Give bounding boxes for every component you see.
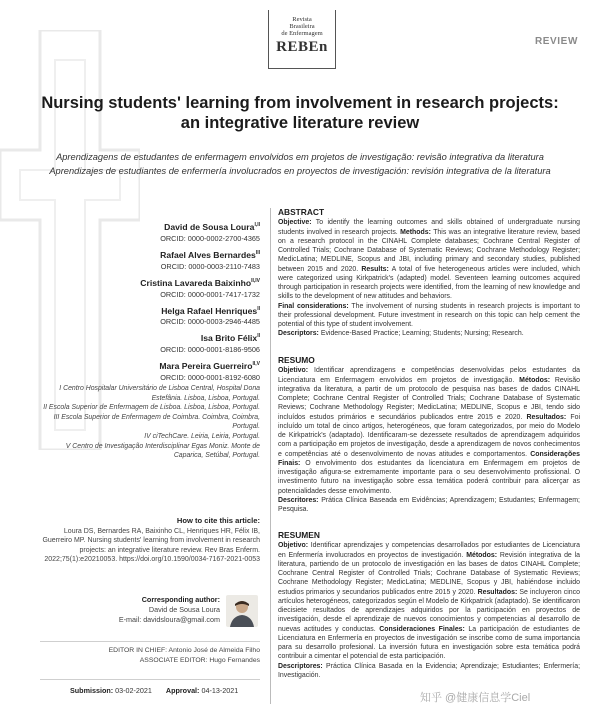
- author-entry: [40, 247, 260, 272]
- author-entry: [40, 358, 260, 383]
- author-name: Helga Rafael Henriques: [161, 305, 258, 316]
- corresponding-name: David de Sousa Loura: [148, 605, 220, 614]
- title-portuguese: Aprendizagens de estudantes de enfermagem envolvidos em projetos de investigação: revisão integrativa da literatura: [56, 152, 544, 162]
- objective-label: Objective:: [278, 219, 312, 227]
- site-watermark: 知乎 @健康信息学Ciel: [420, 692, 531, 704]
- editors-block: [40, 646, 260, 665]
- final-text: The involvement of nursing students in research projects is important to their professional development. Future investment in research on this topic can help cement the potential of this type of student involvement.: [278, 302, 580, 328]
- author-affiliation-marker: II,IV: [251, 277, 260, 284]
- author-affiliation-marker: III: [255, 249, 260, 256]
- abstract-heading: RESUMEN: [278, 530, 320, 540]
- objective-label: Objetivo:: [278, 542, 309, 550]
- abstract-heading: RESUMO: [278, 355, 315, 365]
- dates-divider: [40, 679, 260, 680]
- methods-text: Revisão integrativa da literatura, a partir de um protocolo de pesquisa nas bases de dados CINAHL Complete; Cochrane Central Register of Controlled Trials; Cochrane Database of Systematic Reviews; Cochrane Methodology Register; MedicLatina; MEDLINE, Scopus e JBI, tendo sido incluídos estudos primários e secundários publicados entre 2015 e 2020.: [278, 376, 580, 421]
- descriptors-text: Prática Clínica Baseada em Evidências; Aprendizagem; Estudantes; Enfermagem; Pesquisa.: [278, 496, 580, 513]
- author-name: Rafael Alves Bernardes: [160, 249, 256, 260]
- affiliation: II Escola Superior de Enfermagem de Lisboa. Lisboa, Lisboa, Portugal.: [43, 404, 260, 412]
- results-text: A total of five heterogeneous articles were included, which were categorized using Kirkpatrick's (adapted) model. Seventeen learning outcomes acquired through participation in research projects were identified, from the learning of new knowledge and skills to the development of new attitudes and behaviors.: [278, 265, 580, 301]
- abstract-heading: ABSTRACT: [278, 207, 325, 217]
- methods-text: Revisión integrativa de la literatura, partiendo de un protocolo de investigación en las bases de datos CINAHL Complete; Cochrane Central Register of Controlled Trials; Cochrane Database of Systematic Reviews; Cochrane Methodology Register; MedicLatina; MEDLINE, Scopus y JBI, habiéndose incluido estudios primarios y secundarios publicados entre 2015 y 2020.: [278, 551, 580, 596]
- final-text: O envolvimento dos estudantes da licenciatura em Enfermagem em projetos de investigação afigura-se extremamente importante para o seu desenvolvimento profissional. O investimento futuro na investigação sobre essa temática poderá contribuir para alicerçar as potencialidades desse envolvimento.: [278, 459, 580, 495]
- author-name: Mara Pereira Guerreiro: [159, 361, 253, 372]
- abstract-spanish: [278, 531, 580, 680]
- author-list: [40, 219, 260, 386]
- final-label: Final considerations:: [278, 302, 349, 310]
- affiliation: IV ciTechCare. Leiria, Leiria, Portugal.: [144, 432, 260, 440]
- article-title: Nursing students' learning from involvement in research projects: an integrative literature review: [41, 94, 559, 132]
- objective-text: Identificar aprendizajes y competencias desarrollados por estudiantes de Licenciatura en Enfermería involucrados en proyectos de investigación.: [278, 542, 580, 559]
- logo-line: de Enfermagem: [281, 30, 323, 37]
- author-name: Isa Brito Félix: [200, 333, 258, 344]
- author-entry: [40, 303, 260, 328]
- final-text: La participación de estudiantes de Licenciatura en Enfermería en proyectos de investigación se inscribe como de suma importancia para su desarrollo profesional. La inversión futura en investigación sobre esta temática podrá contribuir a cimentar el potencial de esta participación.: [278, 625, 580, 661]
- results-label: Resultados:: [477, 588, 518, 596]
- methods-text: This was an integrative literature review, based on a research protocol in the CINAHL Complete databases; Cochrane Central Register of Controlled Trials; Cochrane Database of Systematic Reviews; Cochrane Methodology Register; MedicLatina; MEDLINE, Scopus and JBI, including primary and secondary studies, published between 2015 and 2020.: [278, 228, 580, 273]
- submission-label: Submission:: [70, 686, 114, 695]
- author-orcid[interactable]: ORCID: 0000-0003-2110-7483: [160, 261, 260, 271]
- author-affiliation-marker: I,II: [254, 222, 260, 228]
- author-orcid[interactable]: ORCID: 0000-0002-2700-4365: [160, 233, 260, 243]
- editor-in-chief: EDITOR IN CHIEF: Antonio José de Almeida Filho: [108, 647, 260, 654]
- author-entry: [40, 219, 260, 244]
- citation-text[interactable]: Loura DS, Bernardes RA, Baixinho CL, Henriques HR, Félix IB, Guerreiro MP. Nursing students' learning from involvement in research projects: an integrative literature review. Rev Bras Enferm. 2022;75(1):e20210053. https://doi.org/10.1590/0034-7167-2021-0053: [42, 527, 260, 564]
- descriptors-text: Práctica Clínica Basada en la Evidencia; Aprendizaje; Estudiantes; Enfermería; Investigación.: [278, 662, 580, 679]
- abstract-body: [278, 541, 580, 661]
- section-label: REVIEW: [534, 36, 578, 47]
- author-affiliation-marker: II: [257, 333, 260, 340]
- logo-line: Brasileira: [289, 23, 315, 30]
- logo-line: Revista: [292, 16, 312, 23]
- abstract-body: [278, 218, 580, 301]
- submission-date: 03-02-2021: [115, 686, 152, 695]
- logo-acronym: REBEn: [276, 39, 328, 55]
- author-name: David de Sousa Loura: [164, 221, 255, 232]
- associate-editor: ASSOCIATE EDITOR: Hugo Fernandes: [139, 656, 260, 664]
- descriptors-label: Descriptors:: [278, 330, 319, 338]
- author-entry: [40, 330, 260, 355]
- author-photo: [226, 595, 258, 627]
- final-label: Consideraciones Finales:: [379, 625, 465, 633]
- results-label: Results:: [361, 265, 389, 273]
- corresponding-heading: Corresponding author:: [141, 595, 220, 604]
- dates-block: [70, 686, 270, 695]
- objective-text: To identify the learning outcomes and skills obtained of undergraduate nursing students involved in research projects.: [278, 219, 580, 236]
- author-affiliation-marker: II: [257, 305, 260, 312]
- methods-label: Methods:: [400, 228, 431, 236]
- abstract-body: [278, 366, 580, 496]
- corresponding-author-block: [40, 595, 220, 625]
- abstract-portuguese: [278, 356, 580, 514]
- abstract-english: [278, 208, 580, 339]
- author-orcid[interactable]: ORCID: 0000-0001-8186-9506: [160, 345, 260, 355]
- citation-block: [40, 516, 260, 565]
- objective-text: Identificar aprendizagens e competências desenvolvidas pelos estudantes da Licenciatura em Enfermagem envolvidos em projetos de investigação.: [278, 367, 580, 384]
- abstract-descriptors: [278, 329, 580, 338]
- methods-label: Métodos:: [519, 376, 551, 384]
- affiliation: I Centro Hospitalar Universitário de Lisboa Central, Hospital Dona Estefânia. Lisboa, Lisboa, Portugal.: [59, 385, 260, 402]
- author-entry: [40, 275, 260, 300]
- editors-divider: [40, 641, 260, 642]
- author-affiliation-marker: II,V: [252, 361, 260, 368]
- abstract-descriptors: [278, 496, 580, 515]
- approval-label: Approval:: [165, 686, 200, 695]
- descriptors-text: Evidence-Based Practice; Learning; Students; Nursing; Research.: [320, 330, 524, 338]
- descriptors-label: Descriptores:: [278, 662, 323, 670]
- descriptors-label: Descritores:: [278, 496, 319, 504]
- journal-logo: [268, 10, 336, 69]
- affiliation-list: [40, 384, 260, 461]
- objective-label: Objetivo:: [278, 367, 309, 375]
- final-label: Considerações Finais:: [278, 450, 580, 467]
- affiliation: III Escola Superior de Enfermagem de Coimbra. Coimbra, Coimbra, Portugal.: [53, 413, 260, 431]
- affiliation: V Centro de Investigação Interdisciplinar Egas Moniz. Monte de Caparica, Setúbal, Portugal.: [65, 442, 260, 460]
- title-spanish: Aprendizajes de estudiantes de enfermería involucrados en proyectos de investigación: revisión integrativa de la literatura: [49, 166, 551, 176]
- corresponding-email[interactable]: E-mail: davidsloura@gmail.com: [118, 615, 220, 624]
- abstract-final: [278, 302, 580, 330]
- results-text: Se incluyeron cinco artículos heterogéneos, categorizados según el Modelo de Kirkpatrick (adaptado). Se identificaron diecisiete resultados de aprendizajes adquiridos por la participación en proyectos de investigación, desde el aprendizaje de nuevos conocimientos y competencias al desarrollo de nuevas actitudes y conductas.: [278, 588, 580, 633]
- abstract-descriptors: [278, 662, 580, 681]
- methods-label: Métodos:: [466, 551, 498, 559]
- approval-date: 04-13-2021: [201, 686, 239, 695]
- results-label: Resultados:: [526, 413, 567, 421]
- author-orcid[interactable]: ORCID: 0000-0001-8192-6080: [160, 373, 260, 383]
- column-divider: [270, 208, 271, 704]
- results-text: Foi incluído um total de cinco artigos, heterogéneos, que foram categorizados, por meio do Modelo de Kirkpatrick's (adaptado). Identificaram-se dezessete resultados de aprendizagem adquiridos com a participação em projetos de investigação, desde a aprendizagem de novos conhecimentos e competências até o desenvolvimento de novas atitudes e comportamentos.: [278, 413, 580, 458]
- citation-heading: How to cite this article:: [176, 516, 260, 525]
- author-name: Cristina Lavareda Baixinho: [140, 277, 252, 288]
- author-orcid[interactable]: ORCID: 0000-0001-7417-1732: [160, 289, 260, 299]
- author-orcid[interactable]: ORCID: 0000-0003-2946-4485: [160, 317, 260, 327]
- alternate-titles: [20, 150, 580, 178]
